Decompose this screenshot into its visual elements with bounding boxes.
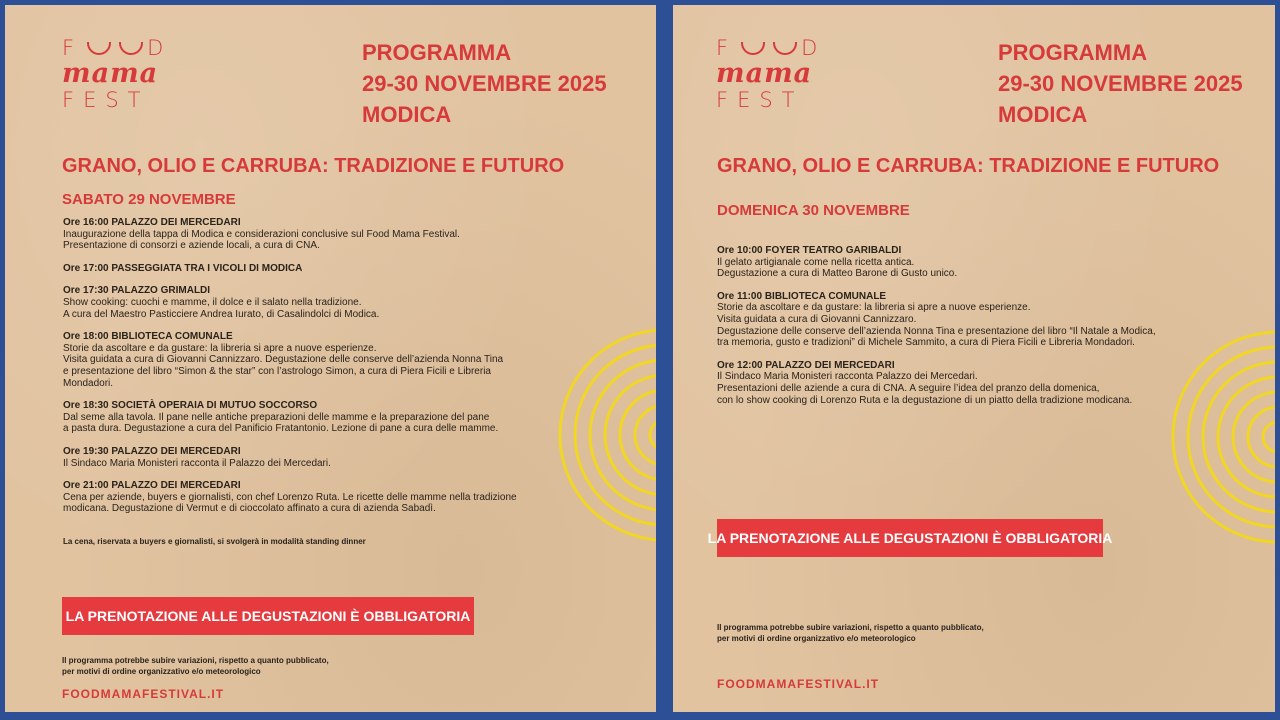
event-description: Show cooking: cuochi e mamme, il dolce e il salato nella tradizione.: [63, 296, 362, 308]
yellow-rings-decoration: [1168, 317, 1275, 557]
program-panel-sunday: [673, 5, 1275, 712]
event-item: [63, 285, 563, 320]
event-description: Il Sindaco Maria Monisteri racconta il Palazzo dei Mercedari.: [63, 457, 331, 469]
event-description: Mondadori.: [63, 377, 114, 389]
disclaimer-line: Il programma potrebbe subire variazioni, rispetto a quanto pubblicato,: [62, 656, 329, 665]
event-description: Cena per aziende, buyers e giornalisti, con chef Lorenzo Ruta. Le ricette delle mamme nella tradizione: [63, 491, 517, 503]
disclaimer: [717, 622, 984, 644]
event-title: Ore 11:00 BIBLIOTECA COMUNALE: [717, 290, 887, 302]
event-description: modicana. Degustazione di Vermut e di cioccolato affinato a cura di azienda Sabadì.: [63, 503, 436, 515]
event-item: [63, 446, 563, 469]
disclaimer-line: per motivi di ordine organizzativo e/o meteorologico: [62, 667, 261, 676]
logo-fest: FEST: [62, 88, 150, 112]
program-heading: [998, 37, 1243, 130]
event-title: Ore 10:00 FOYER TEATRO GARIBALDI: [717, 245, 902, 256]
logo-mama: mama: [62, 58, 159, 89]
event-title: Ore 19:30 PALAZZO DEI MERCEDARI: [63, 445, 241, 457]
event-title: Ore 17:00 PASSEGGIATA TRA I VICOLI DI MODICA: [63, 262, 303, 274]
event-title: Ore 16:00 PALAZZO DEI MERCEDARI: [63, 217, 241, 228]
disclaimer-line: Il programma potrebbe subire variazioni, rispetto a quanto pubblicato,: [717, 623, 984, 632]
event-description: Presentazione di consorzi e aziende locali, a cura di CNA.: [63, 240, 320, 252]
event-description: Dal seme alla tavola. Il pane nelle antiche preparazioni delle mamme e la preparazione del pane: [63, 411, 490, 423]
booking-required-banner: LA PRENOTAZIONE ALLE DEGUSTAZIONI È OBBLIGATORIA: [62, 597, 474, 635]
smile-icon: [741, 42, 765, 55]
smile-icon: [87, 42, 111, 55]
event-description: Storie da ascoltare e da gustare: la libreria si apre a nuove esperienze.: [717, 302, 1031, 314]
logo-fest: FEST: [716, 88, 804, 112]
booking-required-banner: LA PRENOTAZIONE ALLE DEGUSTAZIONI È OBBLIGATORIA: [717, 519, 1103, 557]
disclaimer: [62, 655, 329, 677]
event-title: Ore 17:30 PALAZZO GRIMALDI: [63, 285, 211, 297]
food-mama-fest-logo: [62, 37, 182, 111]
event-description: A cura del Maestro Pasticciere Andrea Iurato, di Casalindolci di Modica.: [63, 308, 380, 320]
heading-dates: 29-30 NOVEMBRE 2025: [362, 71, 607, 96]
event-item: [717, 360, 1167, 406]
event-item: [63, 331, 563, 389]
event-description: con lo show cooking di Lorenzo Ruta e la degustazione di un piatto della tradizione modicana.: [717, 394, 1133, 406]
program-subtitle: GRANO, OLIO E CARRUBA: TRADIZIONE E FUTURO: [62, 155, 565, 177]
logo-letter: D: [147, 36, 173, 60]
event-item: [63, 263, 563, 275]
logo-letter: F: [716, 36, 738, 60]
event-description: Visita guidata a cura di Giovanni Cannizzaro.: [717, 313, 917, 325]
logo-letter: D: [801, 36, 827, 60]
logo-mama: mama: [716, 58, 813, 89]
yellow-rings-decoration: [545, 315, 656, 555]
event-title: Ore 12:00 PALAZZO DEI MERCEDARI: [717, 359, 895, 371]
heading-city: MODICA: [362, 102, 452, 127]
event-item: [63, 217, 563, 252]
event-item: [63, 480, 563, 515]
heading-title: PROGRAMMA: [998, 40, 1148, 65]
website-link[interactable]: FOODMAMAFESTIVAL.IT: [62, 687, 225, 701]
smile-icon: [773, 42, 797, 55]
event-description: tra memoria, gusto e tradizioni” di Michele Sammito, a cura di Piera Ficili e Libreria Mondadori.: [717, 337, 1135, 349]
smile-icon: [119, 42, 143, 55]
event-description: Il Sindaco Maria Monisteri racconta Palazzo dei Mercedari.: [717, 371, 978, 383]
heading-dates: 29-30 NOVEMBRE 2025: [998, 71, 1243, 96]
event-title: Ore 18:00 BIBLIOTECA COMUNALE: [63, 331, 233, 343]
website-link[interactable]: FOODMAMAFESTIVAL.IT: [717, 677, 880, 691]
event-description: Visita guidata a cura di Giovanni Cannizzaro. Degustazione delle conserve dell’azienda Nonna Tina: [63, 354, 504, 366]
day-heading: DOMENICA 30 NOVEMBRE: [717, 202, 910, 219]
day-heading: SABATO 29 NOVEMBRE: [62, 191, 236, 208]
event-title: Ore 21:00 PALAZZO DEI MERCEDARI: [63, 480, 241, 492]
program-heading: [362, 37, 607, 130]
heading-city: MODICA: [998, 102, 1088, 127]
event-description: Degustazione a cura di Matteo Barone di Gusto unico.: [717, 268, 958, 280]
program-panel-saturday: [5, 5, 656, 712]
event-list: [717, 245, 1167, 417]
disclaimer-line: per motivi di ordine organizzativo e/o meteorologico: [717, 634, 916, 643]
event-title: Ore 18:30 SOCIETÀ OPERAIA DI MUTUO SOCCORSO: [63, 400, 318, 412]
event-description: Degustazione delle conserve dell’azienda Nonna Tina e presentazione del libro “Il Natale a Modica,: [717, 325, 1156, 337]
event-description: Storie da ascoltare e da gustare: la libreria si apre a nuove esperienze.: [63, 342, 377, 354]
event-description: e presentazione del libro “Simon & the star” con l’astrologo Simon, a cura di Piera Ficili e Libreria: [63, 365, 491, 377]
event-description: Il gelato artigianale come nella ricetta antica.: [717, 256, 915, 268]
dinner-note: La cena, riservata a buyers e giornalisti, si svolgerà in modalità standing dinner: [63, 537, 366, 546]
event-description: a pasta dura. Degustazione a cura del Panificio Fratantonio. Lezione di pane a cura delle mamme.: [63, 423, 499, 435]
program-subtitle: GRANO, OLIO E CARRUBA: TRADIZIONE E FUTURO: [717, 155, 1220, 177]
event-list: [63, 217, 563, 526]
food-mama-fest-logo: [716, 37, 836, 111]
logo-letter: F: [62, 36, 84, 60]
event-item: [63, 400, 563, 435]
event-item: [717, 245, 1167, 280]
event-item: [717, 291, 1167, 349]
event-description: Presentazioni delle aziende a cura di CNA. A seguire l’idea del pranzo della domenica,: [717, 382, 1100, 394]
event-description: Inaugurazione della tappa di Modica e considerazioni conclusive sul Food Mama Festival.: [63, 228, 460, 240]
heading-title: PROGRAMMA: [362, 40, 512, 65]
